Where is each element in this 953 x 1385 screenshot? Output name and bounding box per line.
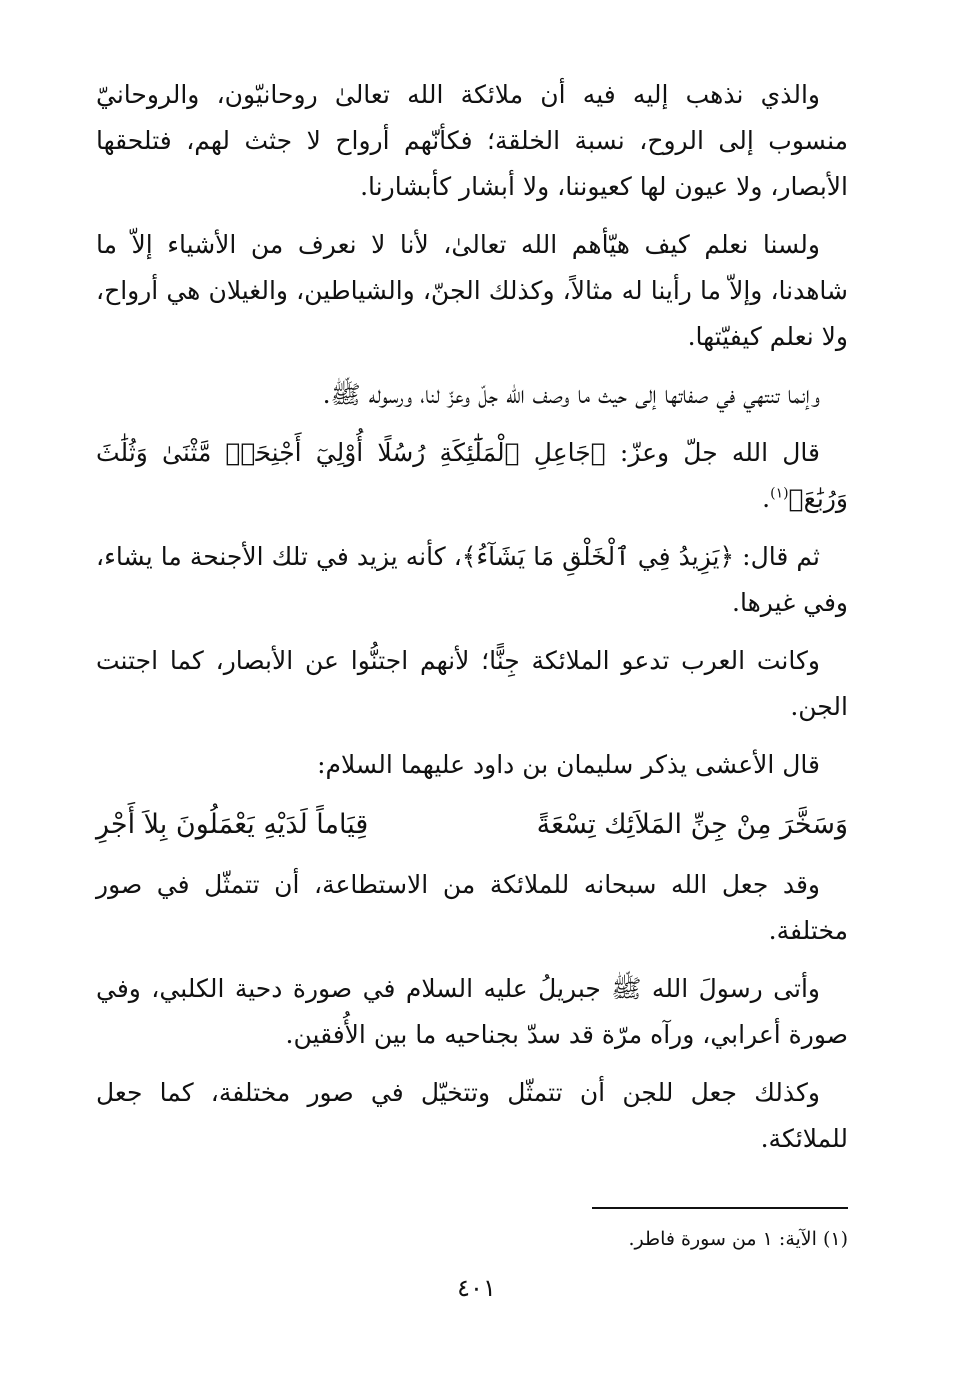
paragraph-angels-forms: وقد جعل الله سبحانه للملائكة من الاستطاعة، أن تتمثّل في صور مختلفة. — [96, 870, 848, 945]
poetry-verse — [96, 800, 848, 850]
paragraph-arabs-jinn: وكانت العرب تدعو الملائكة جِنًّا؛ لأنهم اجتنُّوا عن الأبصار، كما اجتنت الجن. — [96, 646, 848, 721]
footnote-tail: . — [762, 484, 771, 513]
footnote-marker: (١) — [770, 485, 789, 502]
paragraph-angels-spiritual: والذي نذهب إليه فيه أن ملائكة الله تعالىٰ روحانيّون، والروحانيّ منسوب إلى الروح، نسبة الخلقة؛ فكأنّهم أرواح لا جثث لهم، فتلحقها الأبصار، ولا عيون لها كعيوننا، ولا أبشار كأبشارنا. — [96, 80, 848, 201]
verse-second-hemistich: قِيَاماً لَدَيْهِ يَعْمَلُونَ بِلاَ أَجْرِ — [96, 809, 369, 840]
paragraph-quran-quote — [96, 430, 848, 522]
verse-first-hemistich: وَسَخَّرَ مِنْ جِنِّ المَلاَئِك تِسْعَةً — [536, 809, 848, 840]
paragraph-unknown-form: ولسنا نعلم كيف هيّأهم الله تعالىٰ، لأنا لا نعرف من الأشياء إلاّ ما شاهدنا، وإلاّ ما رأينا له مثالاً، وكذلك الجنّ، والشياطين، والغيلان هي أرواح، ولا نعلم كيفيّتها. — [96, 230, 848, 351]
paragraph-asha-intro: قال الأعشى يذكر سليمان بن داود عليهما السلام: — [317, 750, 820, 779]
footnote: (١) الآية: ١ من سورة فاطر. — [628, 1228, 848, 1250]
paragraph-gabriel: وأتى رسولَ الله ﷺ جبريلُ عليه السلام في صورة دحية الكلبي، وفي صورة أعرابي، ورآه مرّة قد سدّ بجناحيه ما بين الأُفقين. — [96, 974, 848, 1049]
footnote-divider — [592, 1207, 848, 1209]
quran-verse-text: قال الله جلّ وعزّ: ﴿جَاعِلِ ٱلْمَلَٰٓئِكَةِ رُسُلًا أُوْلِيٓ أَجْنِحَةٖ مَّثْنَىٰ وَثُلَٰثَ وَرُبَٰعَ﴾ — [96, 438, 848, 513]
page-body — [96, 72, 848, 1174]
paragraph-jinn-forms: وكذلك جعل للجن أن تتمثّل وتتخيّل في صور مختلفة، كما جعل للملائكة. — [96, 1078, 848, 1153]
page-number: ٤٠١ — [457, 1274, 496, 1302]
paragraph-yazid: ثم قال: ﴿يَزِيدُ فِي ٱلْخَلْقِ مَا يَشَآءُ﴾، كأنه يزيد في تلك الأجنحة ما يشاء، وفي غيرها. — [96, 542, 848, 617]
paragraph-description-limit: وإنما تنتهي في صفاتها إلى حيث ما وصف الله جلّ وعزّ لنا، ورسوله ﷺ. — [322, 380, 820, 409]
